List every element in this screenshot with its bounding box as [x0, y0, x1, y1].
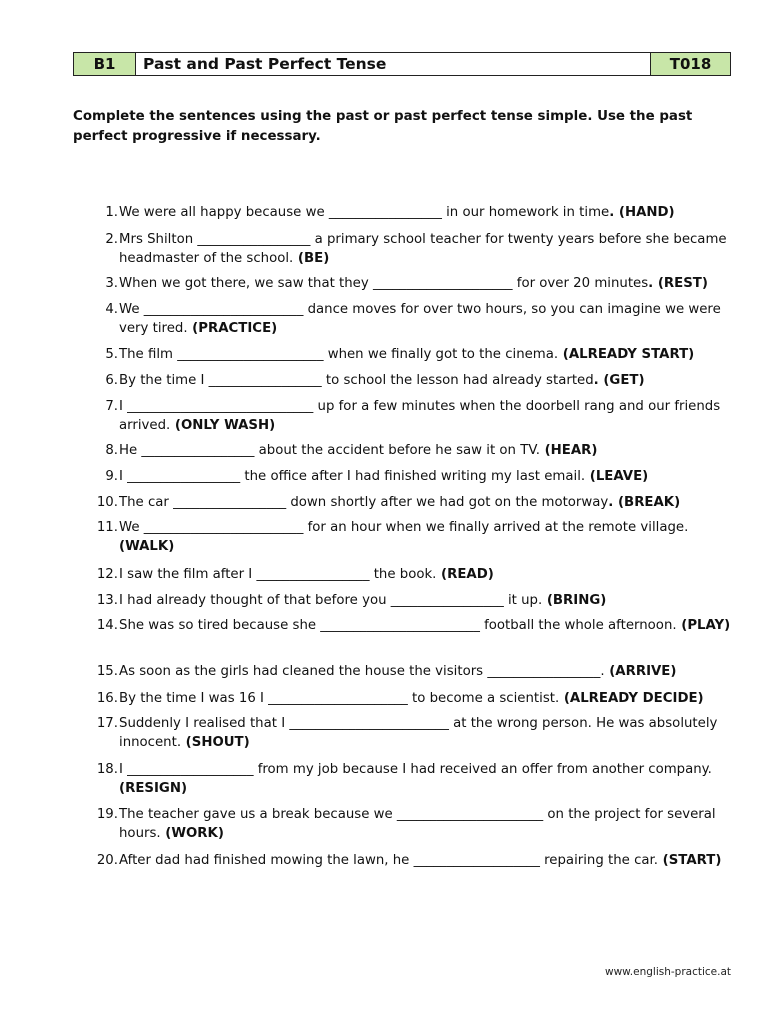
exercise-number: 7. [105, 399, 118, 414]
exercise-text: He _________________ about the accident before he saw it on TV. [119, 443, 540, 458]
exercise-text: By the time I _________________ to school the lesson had already started [119, 373, 594, 388]
exercise-verb: (WALK) [119, 539, 175, 554]
exercise-number: 10. [96, 495, 118, 510]
exercise-text: When we got there, we saw that they _____________________ for over 20 minutes [119, 276, 649, 291]
website-footer: www.english-practice.at [604, 966, 731, 978]
exercise-number: 12. [96, 567, 118, 582]
exercise-verb: (LEAVE) [585, 469, 649, 484]
exercise-verb: (ALREADY START) [558, 347, 695, 362]
exercise-text: The car _________________ down shortly after we had got on the motorway [119, 495, 609, 510]
exercise-number: 20. [96, 853, 118, 868]
exercise-text: The teacher gave us a break because we ______________________ on the project for several hours. [119, 807, 716, 841]
exercise-verb: (WORK) [160, 826, 224, 841]
instructions: Complete the sentences using the past or past perfect tense simple. Use the past perfect progressive if necessary. [73, 109, 693, 144]
exercise-text: We were all happy because we _________________ in our homework in time [119, 205, 610, 220]
exercise-number: 14. [96, 618, 118, 633]
exercise-verb: (BRING) [542, 593, 607, 608]
exercise-verb: (PRACTICE) [187, 321, 278, 336]
exercise-number: 5. [105, 347, 118, 362]
exercise-number: 13. [96, 593, 118, 608]
exercise-text: The film ______________________ when we finally got to the cinema. [119, 347, 559, 362]
exercise-text: As soon as the girls had cleaned the house the visitors _________________. [119, 664, 605, 679]
exercise-text: By the time I was 16 I _____________________ to become a scientist. [119, 691, 560, 706]
exercise-text: I _________________ the office after I had finished writing my last email. [119, 469, 586, 484]
worksheet-title: Past and Past Perfect Tense [136, 53, 651, 75]
exercise-number: 2. [105, 232, 118, 247]
exercise-text: I ____________________________ up for a few minutes when the doorbell rang and our friends arrived. [119, 399, 721, 433]
exercise-text: After dad had finished mowing the lawn, he ___________________ repairing the car. [119, 853, 659, 868]
exercise-verb: (READ) [436, 567, 494, 582]
exercise-number: 1. [105, 205, 118, 220]
exercise-verb: . (HAND) [609, 205, 675, 220]
exercise-number: 16. [96, 691, 118, 706]
level-badge: B1 [74, 53, 136, 75]
exercise-verb: (HEAR) [539, 443, 598, 458]
exercise-verb: (RESIGN) [119, 781, 188, 796]
exercise-verb: (BE) [293, 251, 330, 266]
exercise-verb: (ARRIVE) [604, 664, 677, 679]
exercise-text: I ___________________ from my job because I had received an offer from another company. [119, 762, 712, 777]
exercise-number: 8. [105, 443, 118, 458]
exercise-text: We ________________________ dance moves for over two hours, so you can imagine we were very tired. [119, 302, 721, 336]
exercise-text: Suddenly I realised that I ________________________ at the wrong person. He was absolutely innocent. [119, 716, 718, 750]
exercise-verb: (ONLY WASH) [170, 418, 276, 433]
exercise-text: Mrs Shilton _________________ a primary school teacher for twenty years before she became headmaster of the school. [119, 232, 727, 266]
exercise-number: 3. [105, 276, 118, 291]
worksheet-code: T018 [651, 53, 730, 75]
exercise-verb: (SHOUT) [181, 735, 250, 750]
worksheet-header [73, 52, 731, 76]
exercise-verb: . (REST) [648, 276, 708, 291]
exercise-text: I saw the film after I _________________ the book. [119, 567, 437, 582]
exercise-text: I had already thought of that before you _________________ it up. [119, 593, 543, 608]
exercise-number: 11. [96, 520, 118, 535]
exercise-number: 6. [105, 373, 118, 388]
exercise-verb: (ALREADY DECIDE) [559, 691, 704, 706]
exercise-verb: (PLAY) [676, 618, 731, 633]
exercise-verb: (START) [658, 853, 722, 868]
exercise-text: She was so tired because she ________________________ football the whole afternoon. [119, 618, 677, 633]
exercise-number: 18. [96, 762, 118, 777]
exercise-number: 19. [96, 807, 118, 822]
exercise-number: 15. [96, 664, 118, 679]
exercise-number: 9. [105, 469, 118, 484]
exercise-verb: . (GET) [593, 373, 645, 388]
exercise-text: We ________________________ for an hour when we finally arrived at the remote village. [119, 520, 689, 535]
exercise-verb: . (BREAK) [608, 495, 681, 510]
exercise-number: 17. [96, 716, 118, 731]
exercise-number: 4. [105, 302, 118, 317]
